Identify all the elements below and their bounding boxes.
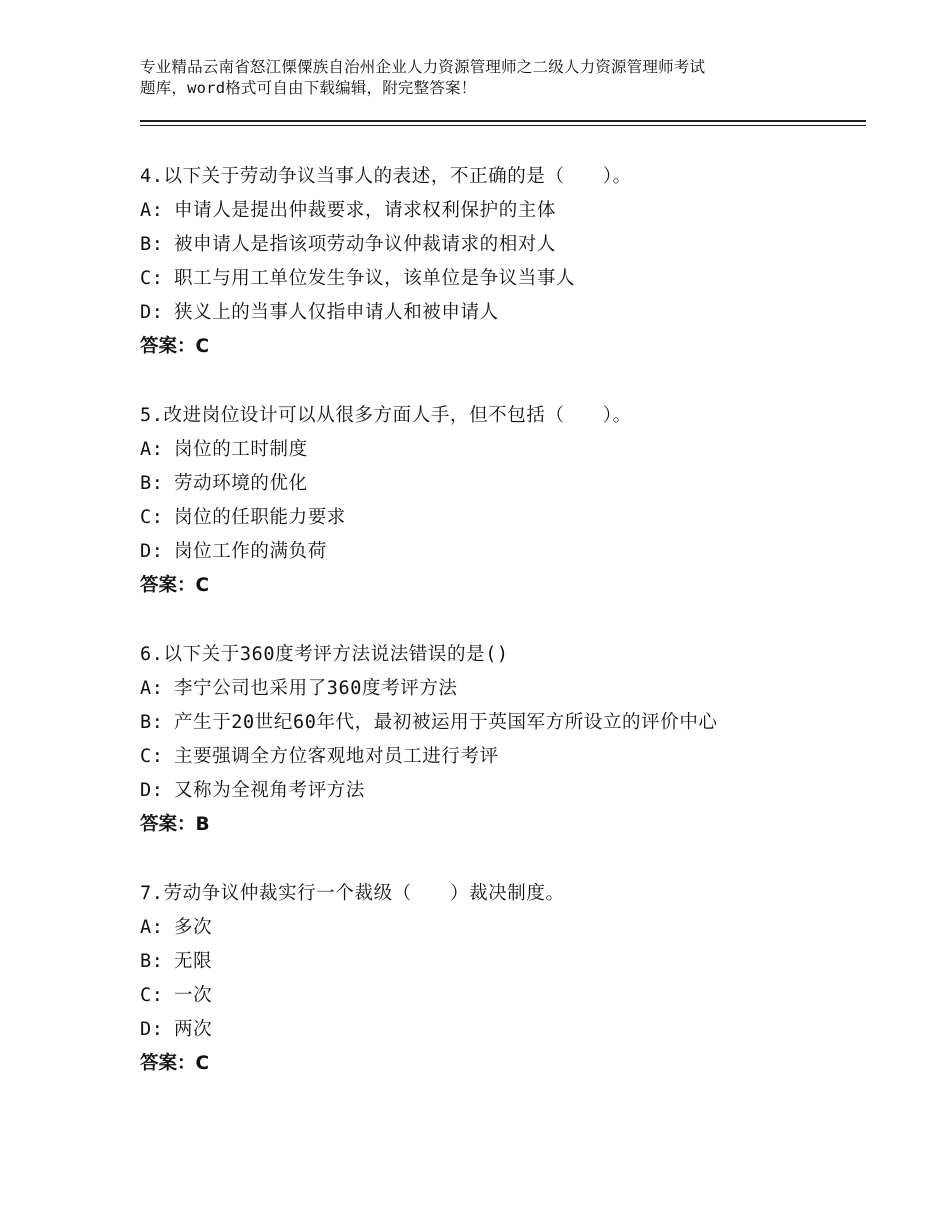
option-d — [140, 535, 860, 569]
question-stem: 5.改进岗位设计可以从很多方面人手，但不包括（ ）。 — [140, 405, 632, 426]
option-key: B: — [140, 712, 164, 733]
option-a — [140, 433, 860, 467]
question-7 — [140, 877, 860, 1081]
option-text: 岗位的工时制度 — [174, 439, 308, 460]
option-key: A: — [140, 917, 164, 938]
option-key: B: — [140, 473, 164, 494]
question-stem: 6.以下关于360度考评方法说法错误的是() — [140, 644, 509, 665]
option-c — [140, 979, 860, 1013]
option-a — [140, 911, 860, 945]
option-d — [140, 774, 860, 808]
option-key: C: — [140, 985, 164, 1006]
option-d — [140, 296, 860, 330]
option-text: 李宁公司也采用了360度考评方法 — [174, 678, 458, 699]
option-key: D: — [140, 302, 164, 323]
answer-label: 答案：C — [140, 336, 210, 357]
option-d — [140, 1013, 860, 1047]
option-text: 被申请人是指该项劳动争议仲裁请求的相对人 — [174, 234, 557, 255]
option-b — [140, 706, 860, 740]
question-4 — [140, 160, 860, 364]
option-a — [140, 672, 860, 706]
document-header — [140, 57, 840, 99]
answer-label: 答案：C — [140, 1053, 210, 1074]
option-key: D: — [140, 1019, 164, 1040]
header-divider-thick — [140, 120, 866, 122]
answer-label: 答案：B — [140, 814, 210, 835]
header-divider-thin — [140, 125, 866, 126]
option-key: D: — [140, 541, 164, 562]
option-c — [140, 501, 860, 535]
option-text: 又称为全视角考评方法 — [174, 780, 366, 801]
option-c — [140, 262, 860, 296]
option-key: B: — [140, 951, 164, 972]
option-key: D: — [140, 780, 164, 801]
question-6 — [140, 638, 860, 842]
option-b — [140, 467, 860, 501]
option-c — [140, 740, 860, 774]
option-a — [140, 194, 860, 228]
option-key: A: — [140, 678, 164, 699]
option-key: C: — [140, 268, 164, 289]
option-key: C: — [140, 746, 164, 767]
question-stem: 4.以下关于劳动争议当事人的表述，不正确的是（ ）。 — [140, 166, 632, 187]
option-key: A: — [140, 439, 164, 460]
question-5 — [140, 399, 860, 603]
option-text: 申请人是提出仲裁要求，请求权利保护的主体 — [174, 200, 557, 221]
option-text: 狭义上的当事人仅指申请人和被申请人 — [174, 302, 499, 323]
option-text: 产生于20世纪60年代，最初被运用于英国军方所设立的评价中心 — [174, 712, 718, 733]
option-text: 一次 — [174, 985, 213, 1006]
option-b — [140, 228, 860, 262]
header-title-line-1: 专业精品云南省怒江傈僳族自治州企业人力资源管理师之二级人力资源管理师考试 — [140, 58, 706, 76]
option-key: B: — [140, 234, 164, 255]
option-text: 两次 — [174, 1019, 213, 1040]
option-text: 岗位工作的满负荷 — [174, 541, 327, 562]
option-text: 主要强调全方位客观地对员工进行考评 — [174, 746, 499, 767]
header-title-line-2: 题库，word格式可自由下载编辑，附完整答案！ — [140, 79, 477, 97]
option-text: 职工与用工单位发生争议，该单位是争议当事人 — [174, 268, 576, 289]
option-text: 无限 — [174, 951, 213, 972]
option-text: 多次 — [174, 917, 213, 938]
option-text: 劳动环境的优化 — [174, 473, 308, 494]
option-b — [140, 945, 860, 979]
question-stem: 7.劳动争议仲裁实行一个裁级（ ）裁决制度。 — [140, 883, 565, 904]
answer-label: 答案：C — [140, 575, 210, 596]
option-key: A: — [140, 200, 164, 221]
option-key: C: — [140, 507, 164, 528]
option-text: 岗位的任职能力要求 — [174, 507, 346, 528]
